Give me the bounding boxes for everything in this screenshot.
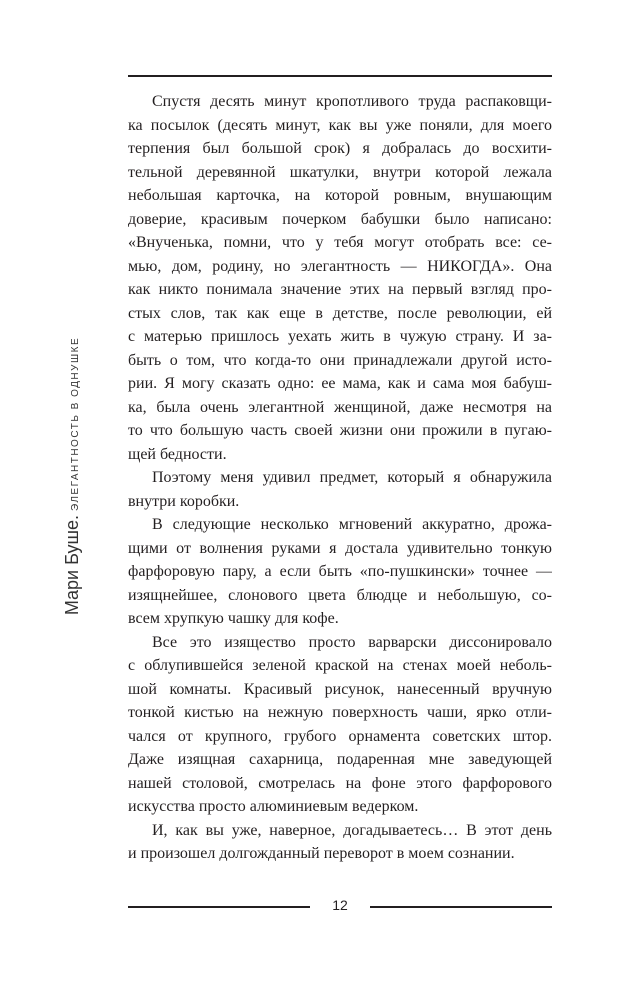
running-head xyxy=(62,331,86,621)
text-line: щей бедности. xyxy=(128,445,227,463)
text-line: нашей столовой, смотрелась на фоне этого фарфорового xyxy=(128,774,552,792)
text-line: с матерью пришлось уехать жить в чужую страну. И за- xyxy=(128,328,552,345)
text-line: небольшая карточка, на которой ровным, внушающим xyxy=(128,187,552,204)
page-number: 12 xyxy=(332,897,348,913)
text-line: изящнейшее, слонового цвета блюдце и небольшую, со- xyxy=(128,586,552,604)
running-head-author: Мари Буше. xyxy=(62,515,82,616)
text-line: Все это изящество просто варварски диссонировало xyxy=(152,633,552,651)
paragraph xyxy=(128,819,552,866)
text-line: доверие, красивым почерком бабушки было написано: xyxy=(128,210,552,228)
text-line: терпения был большой срок) я добралась до восхити- xyxy=(128,140,552,157)
text-line: и произошел долгожданный переворот в моем сознании. xyxy=(128,845,515,862)
text-line: чался от крупного, грубого орнамента советских штор. xyxy=(128,727,552,745)
text-line: то что большую часть своей жизни они прожили в пугаю- xyxy=(128,422,552,439)
text-line: Поэтому меня удивил предмет, который я обнаружила xyxy=(152,469,552,486)
paragraph xyxy=(128,513,552,631)
text-line: стых слов, так как еще в детстве, после революции, ей xyxy=(128,304,552,322)
paragraph xyxy=(128,90,552,466)
footer-rule-right xyxy=(370,906,552,908)
text-line: Спустя десять минут кропотливого труда распаковщи- xyxy=(152,93,552,110)
text-line: шой комнаты. Красивый рисунок, нанесенный вручную xyxy=(128,680,552,698)
text-line: «Внученька, помни, что у тебя могут отобрать все: се- xyxy=(128,234,552,251)
text-line: В следующие несколько мгновений аккуратно, дрожа- xyxy=(152,516,552,533)
footer-rule-left xyxy=(128,906,310,908)
text-line: внутри коробки. xyxy=(128,492,240,510)
running-head-title: ЭЛЕГАНТНОСТЬ В ОДНУШКЕ xyxy=(70,336,81,512)
text-line: мью, дом, родину, но элегантность — НИКОГДА». Она xyxy=(128,257,552,275)
text-line: рии. Я могу сказать одно: ее мама, как и сама моя бабуш- xyxy=(128,375,552,392)
text-line: ка посылок (десять минут, как вы уже поняли, для моего xyxy=(128,116,552,134)
text-line: ка, была очень элегантной женщиной, даже несмотря на xyxy=(128,398,552,416)
text-line: всем хрупкую чашку для кофе. xyxy=(128,610,339,627)
text-line: с облупившейся зеленой краской на стенах моей неболь- xyxy=(128,657,552,674)
text-line: фарфоровую пару, а если быть «по-пушкински» точнее — xyxy=(128,563,552,580)
text-line: как никто понимала значение этих на первый взгляд про- xyxy=(128,281,552,298)
text-line: искусства просто алюминиевым ведерком. xyxy=(128,798,419,815)
paragraph xyxy=(128,466,552,513)
text-line: И, как вы уже, наверное, догадываетесь… В этот день xyxy=(152,821,552,839)
text-line: быть о том, что когда-то они принадлежали другой исто- xyxy=(128,351,552,369)
text-line: тонкой кистью на нежную поверхность чаши, ярко отли- xyxy=(128,704,552,721)
paragraph xyxy=(128,631,552,819)
body-text xyxy=(128,90,552,866)
text-line: Даже изящная сахарница, подаренная мне заведующей xyxy=(128,751,552,768)
header-rule xyxy=(128,75,552,77)
text-line: щими от волнения руками я достала удивительно тонкую xyxy=(128,539,552,557)
text-line: тельной деревянной шкатулки, внутри которой лежала xyxy=(128,163,552,181)
